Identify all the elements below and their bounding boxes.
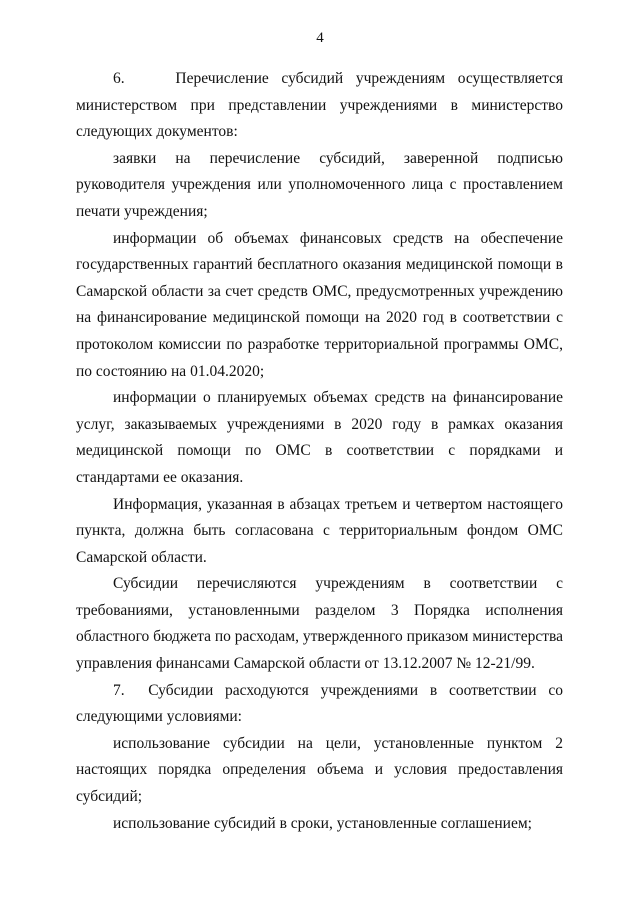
paragraph-application: заявки на перечисление субсидий, заверенной подписью руководителя учреждения или уполномоченного лица с проставлением печати учреждения;: [76, 149, 563, 220]
paragraph-transfer-requirements: Субсидии перечисляются учреждениям в соответствии с требованиями, установленными разделом 3 Порядка исполнения областного бюджета по расходам, утвержденного приказом министерства управления финансами Самарской области от 13.12.2007 № 12-21/99.: [76, 575, 563, 673]
paragraph-purpose-condition: использование субсидии на цели, установленные пунктом 2 настоящих порядка определения объема и условия предоставления субсидий;: [76, 734, 563, 806]
paragraph-deadline-condition: использование субсидий в сроки, установленные соглашением;: [113, 814, 532, 832]
document-body: [76, 66, 563, 837]
paragraph-financial-info: информации об объемах финансовых средств на обеспечение государственных гарантий бесплатного оказания медицинской помощи в Самарской области за счет средств ОМС, предусмотренных учреждению на финансирование медицинской помощи на 2020 год в соответствии с протоколом комиссии по разработке территориальной программы ОМС, по состоянию на 01.04.2020;: [76, 229, 563, 380]
paragraph-planned-volumes: информации о планируемых объемах средств на финансирование услуг, заказываемых учреждениями в 2020 году в рамках оказания медицинской помощи по ОМС в соответствии с порядками и стандартами ее оказания.: [76, 389, 563, 486]
page-number: 4: [316, 30, 324, 46]
paragraph-7-intro: 7. Субсидии расходуются учреждениями в соответствии со следующими условиями:: [76, 681, 563, 726]
paragraph-6-intro: 6. Перечисление субсидий учреждениям осуществляется министерством при представлении учреждениями в министерство следующих документов:: [76, 70, 563, 141]
paragraph-agreement-note: Информация, указанная в абзацах третьем и четвертом настоящего пункта, должна быть согласована с территориальным фондом ОМС Самарской области.: [76, 495, 563, 566]
